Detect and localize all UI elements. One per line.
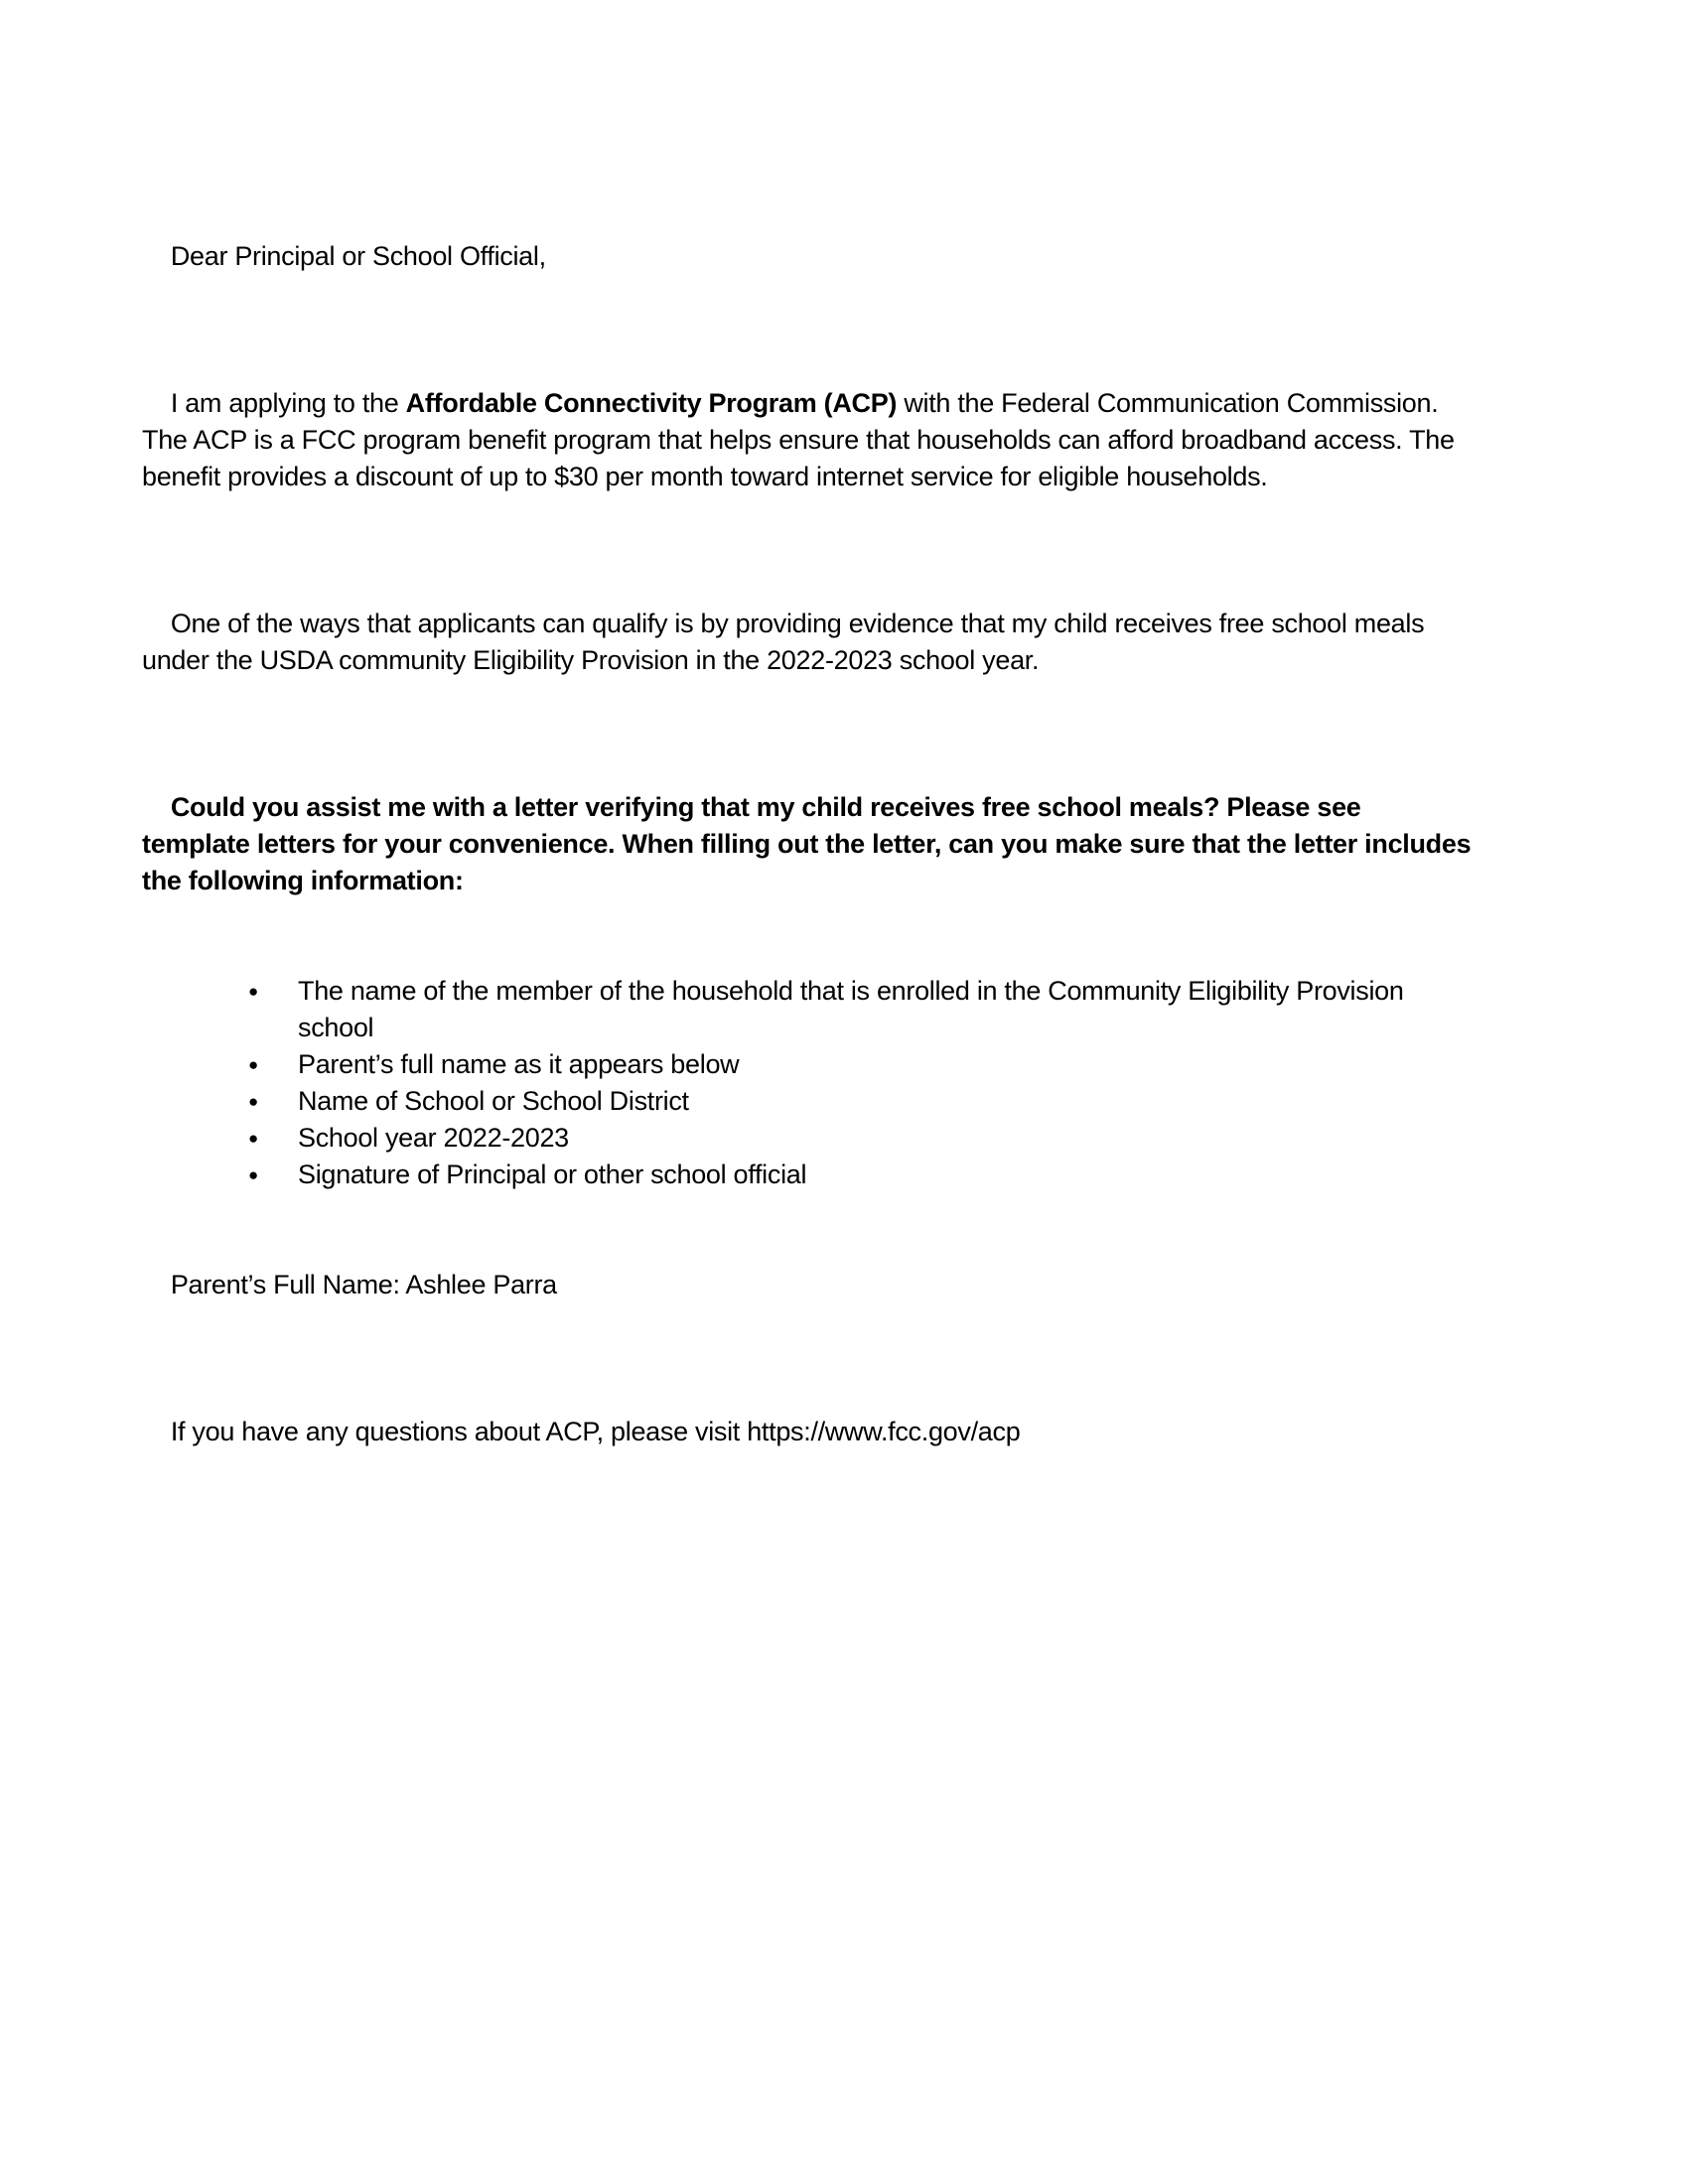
parent-name-text: Parent’s Full Name: Ashlee Parra [170, 1270, 557, 1299]
qualify-text: One of the ways that applicants can qualify is by providing evidence that my child receives free school meals under the USDA community Eligibility Provision in the 2022-2023 school year. [142, 609, 1432, 675]
intro-paragraph [142, 348, 1475, 532]
bullet-icon: ● [248, 1165, 258, 1184]
list-item [142, 1046, 1475, 1083]
list-item [142, 1157, 1475, 1193]
bullet-icon: ● [248, 1092, 258, 1111]
bullet-text-household-member: The name of the member of the household that is enrolled in the Community Eligibility Provision school [298, 976, 1411, 1042]
salutation [142, 202, 1475, 312]
acp-program-bold-text: Affordable Connectivity Program (ACP) [405, 388, 898, 418]
closing-text: If you have any questions about ACP, please visit [170, 1417, 748, 1446]
qualify-paragraph [142, 569, 1475, 716]
list-item [142, 973, 1475, 1046]
list-item [142, 1083, 1475, 1120]
bullet-icon: ● [248, 982, 258, 1001]
salutation-text: Dear Principal or School Official, [170, 241, 546, 271]
requirements-bullet-list [142, 973, 1475, 1193]
intro-pre-text: I am applying to the [170, 388, 406, 418]
fcc-acp-url: https://www.fcc.gov/acp [747, 1417, 1021, 1446]
bullet-text-parent-name: Parent’s full name as it appears below [298, 1049, 740, 1079]
bullet-text-school-year: School year 2022-2023 [298, 1123, 569, 1153]
closing-line [142, 1377, 1475, 1487]
bullet-text-school-name: Name of School or School District [298, 1086, 689, 1116]
request-text: Could you assist me with a letter verifying that my child receives free school meals? Please see template letters for your convenience. When filling out the letter, can you make sure that the letter includes the following information: [142, 792, 1478, 895]
bullet-icon: ● [248, 1129, 258, 1148]
request-paragraph [142, 752, 1478, 936]
parent-name-line [142, 1230, 1475, 1340]
list-item [142, 1120, 1475, 1157]
bullet-text-signature: Signature of Principal or other school official [298, 1160, 807, 1189]
bullet-icon: ● [248, 1055, 258, 1074]
intro-post-text: with the Federal Communication Commission. The ACP is a FCC program benefit program that helps ensure that households can afford broadband access. The benefit provides a discount of up to $30 per month toward internet service for eligible households. [142, 388, 1462, 491]
